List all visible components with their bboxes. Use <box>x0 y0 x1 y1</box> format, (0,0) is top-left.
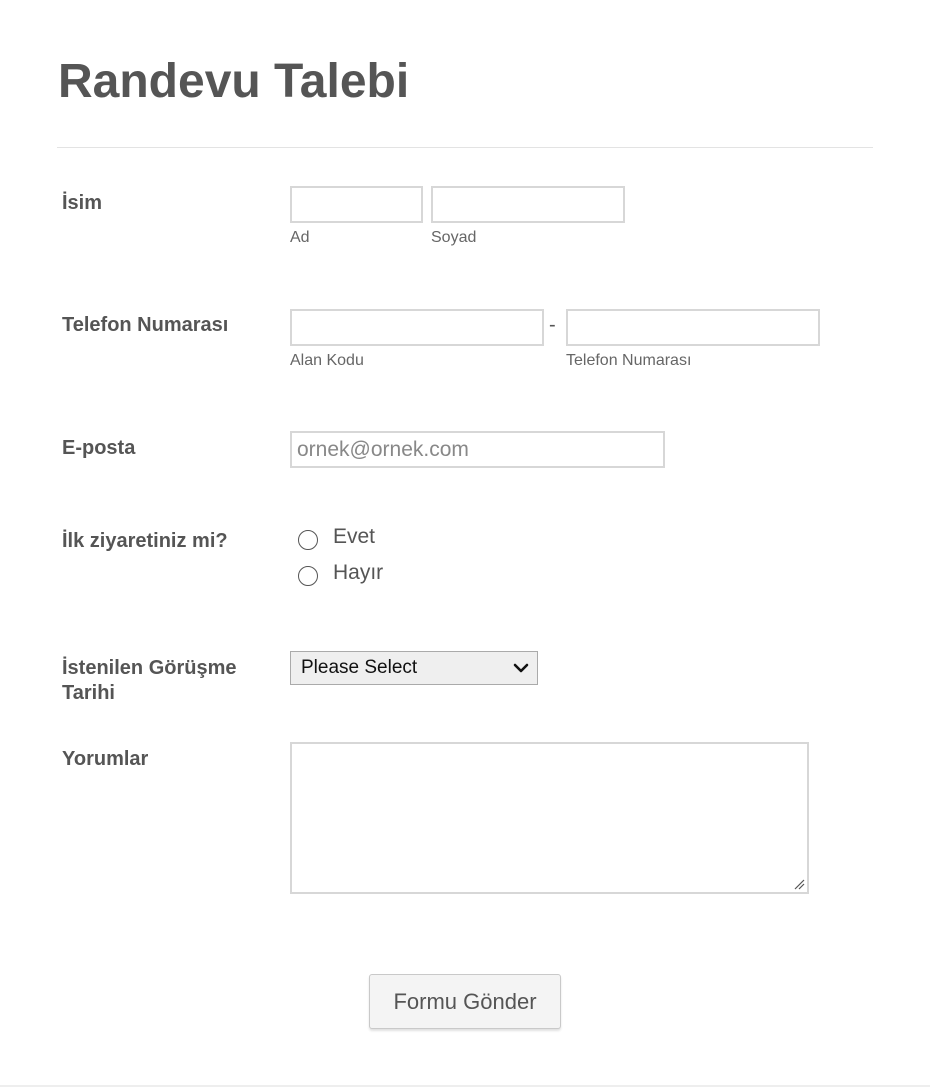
date-label-line1: İstenilen Görüşme <box>62 657 237 679</box>
radio-hayir[interactable] <box>298 566 318 586</box>
last-name-input[interactable] <box>431 186 625 223</box>
radio-evet[interactable] <box>298 530 318 550</box>
header-divider <box>57 147 873 148</box>
date-label <box>62 656 272 706</box>
date-label-line2: Tarihi <box>62 682 115 704</box>
phone-separator: - <box>549 314 556 336</box>
phone-label: Telefon Numarası <box>62 314 229 336</box>
name-label: İsim <box>62 192 103 214</box>
email-input[interactable] <box>290 431 665 468</box>
area-code-input[interactable] <box>290 309 544 346</box>
submit-button[interactable]: Formu Gönder <box>369 974 561 1029</box>
radio-hayir-label[interactable]: Hayır <box>333 561 384 584</box>
chevron-down-icon <box>513 661 529 675</box>
comments-textarea[interactable] <box>290 742 809 894</box>
first-name-input[interactable] <box>290 186 423 223</box>
resize-grip-icon[interactable] <box>793 878 805 890</box>
form-title: Randevu Talebi <box>58 55 410 108</box>
email-label: E-posta <box>62 437 136 459</box>
last-name-sublabel: Soyad <box>431 229 477 246</box>
comments-label: Yorumlar <box>62 748 149 770</box>
phone-number-sublabel: Telefon Numarası <box>566 352 692 369</box>
first-name-sublabel: Ad <box>290 229 310 246</box>
first-visit-label: İlk ziyaretiniz mi? <box>62 530 228 552</box>
date-select-value: Please Select <box>301 657 418 678</box>
area-code-sublabel: Alan Kodu <box>290 352 364 369</box>
phone-number-input[interactable] <box>566 309 820 346</box>
radio-evet-label[interactable]: Evet <box>333 525 376 548</box>
date-select[interactable] <box>290 651 538 685</box>
